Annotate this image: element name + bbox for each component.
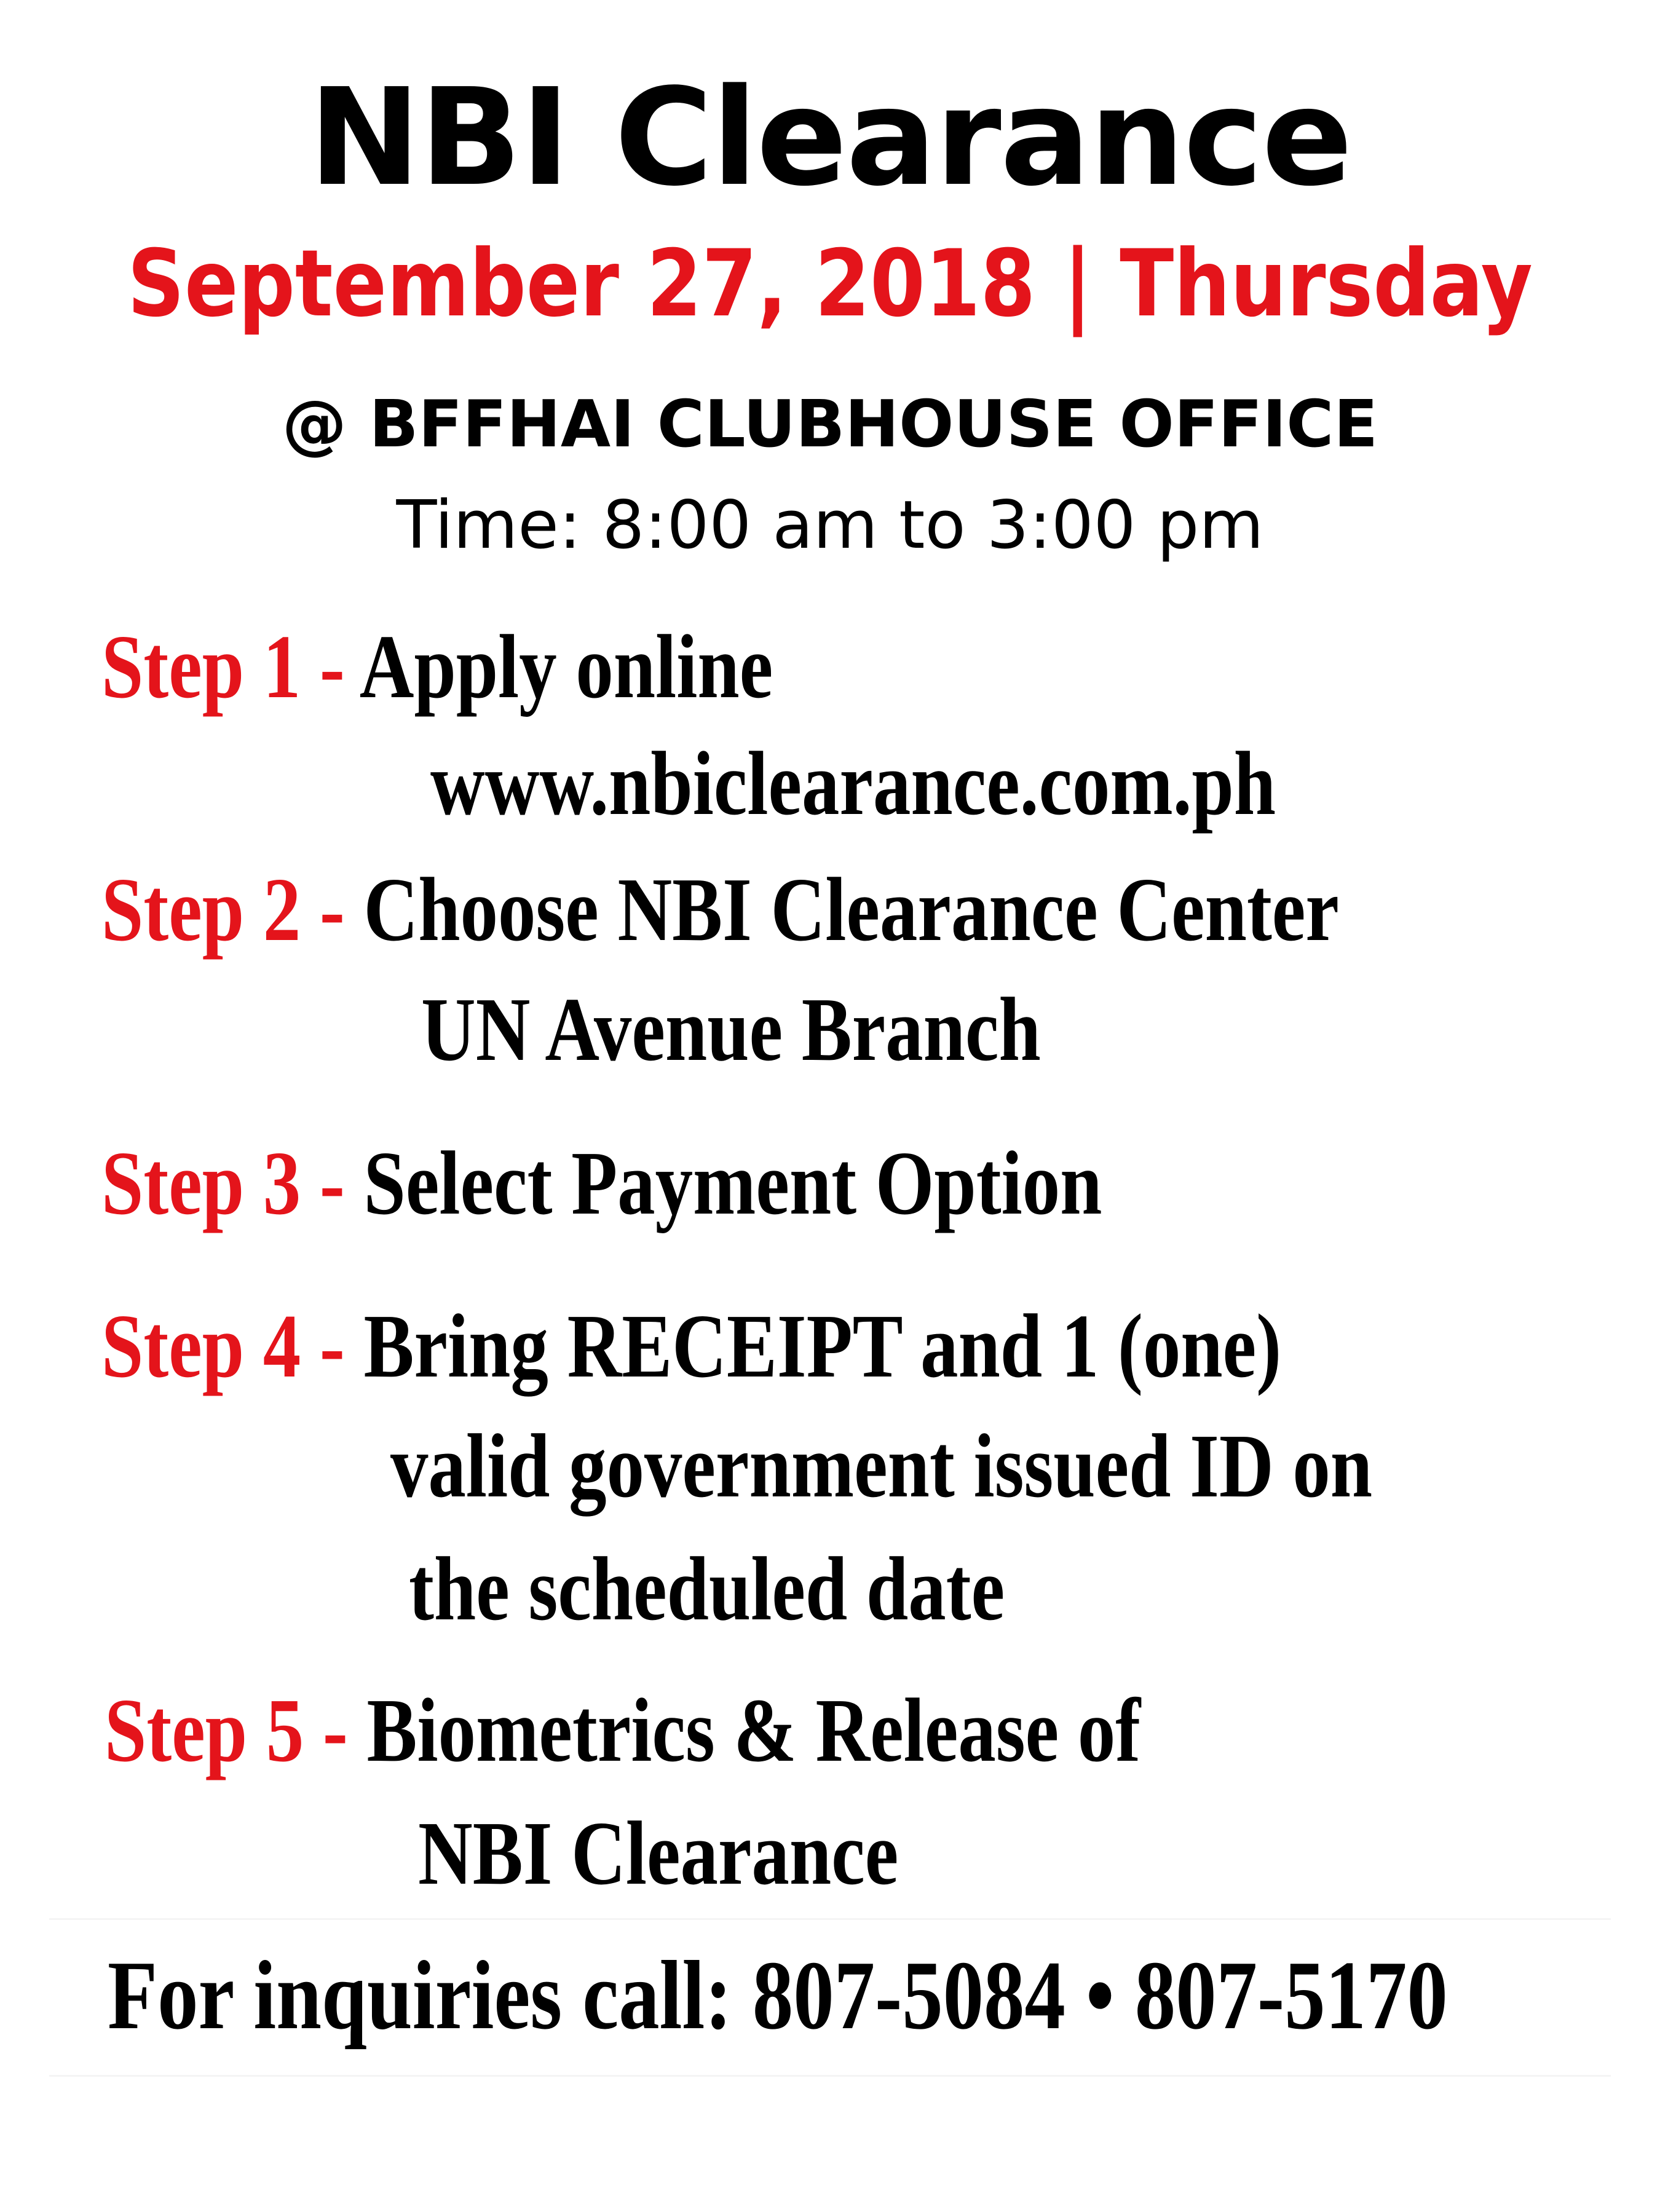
step-4 xyxy=(101,1294,1281,1399)
step-4-line-3: the scheduled date xyxy=(409,1539,1005,1640)
page-title: NBI Clearance xyxy=(308,60,1352,216)
step-5-label: Step 5 - xyxy=(105,1680,367,1781)
step-3-text: Select Payment Option xyxy=(363,1133,1102,1234)
step-5-line-2: NBI Clearance xyxy=(418,1803,899,1904)
step-1-website: www.nbiclearance.com.ph xyxy=(430,733,1276,834)
step-5-text: Biometrics & Release of xyxy=(366,1680,1141,1781)
step-4-text: Bring RECEIPT and 1 (one) xyxy=(363,1296,1282,1397)
divider-top xyxy=(49,1918,1611,1920)
step-1 xyxy=(101,615,773,719)
step-4-line-2: valid government issued ID on xyxy=(390,1416,1373,1517)
step-4-label: Step 4 - xyxy=(101,1296,364,1397)
step-2-label: Step 2 - xyxy=(101,859,364,960)
step-3-label: Step 3 - xyxy=(101,1133,364,1234)
event-time: Time: 8:00 am to 3:00 pm xyxy=(396,487,1264,564)
step-1-label: Step 1 - xyxy=(101,617,360,717)
event-date: September 27, 2018 | Thursday xyxy=(127,231,1533,338)
inquiry-line: For inquiries call: 807-5084 • 807-5170 xyxy=(108,1940,1448,2050)
step-1-text: Apply online xyxy=(359,617,773,717)
divider-bottom xyxy=(49,2075,1611,2077)
step-2-text: Choose NBI Clearance Center xyxy=(363,859,1339,960)
step-5 xyxy=(105,1678,1140,1783)
step-2-branch: UN Avenue Branch xyxy=(421,979,1041,1080)
step-3 xyxy=(101,1131,1102,1236)
event-venue: @ BFFHAI CLUBHOUSE OFFICE xyxy=(282,387,1378,462)
step-2 xyxy=(101,858,1339,962)
